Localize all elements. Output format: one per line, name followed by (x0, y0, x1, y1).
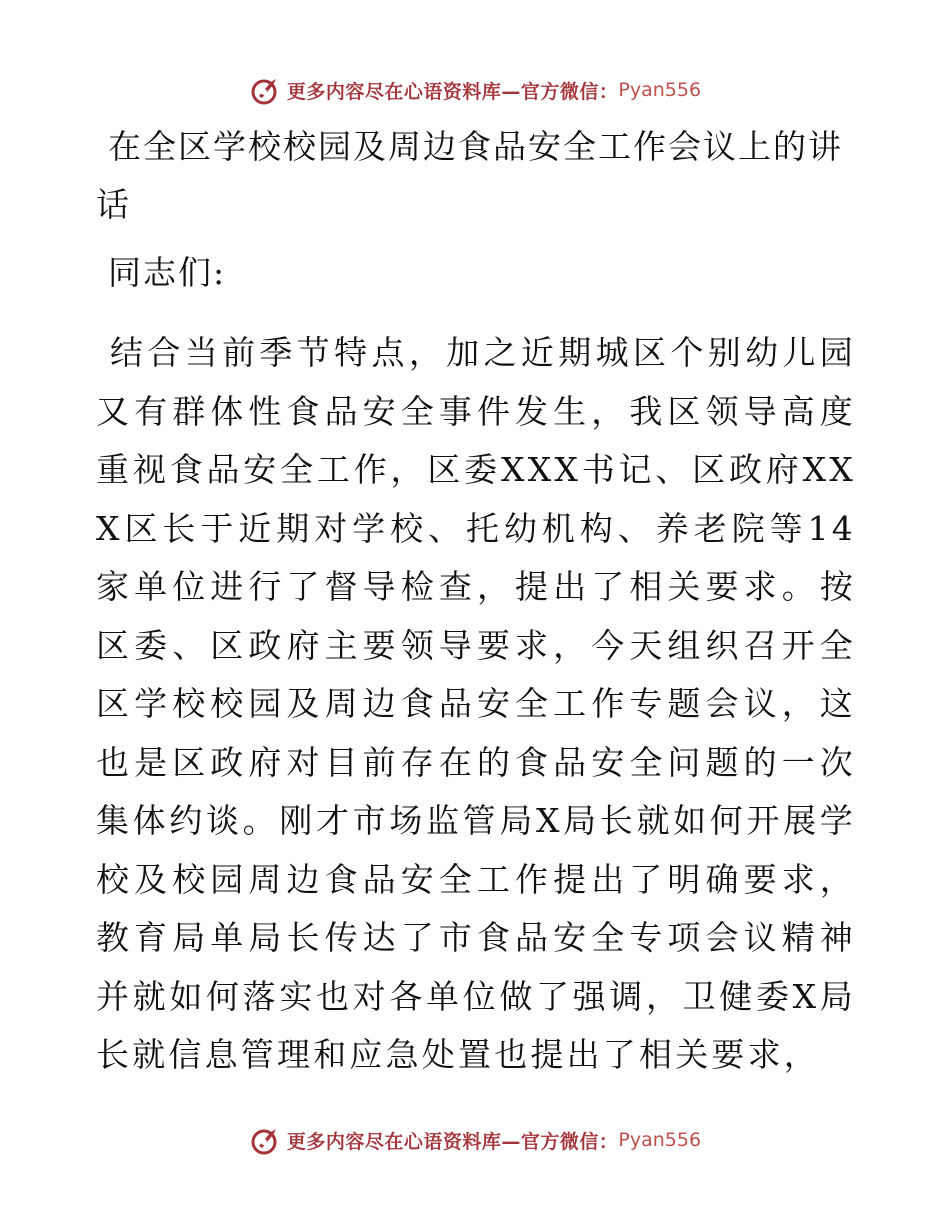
quill-logo-icon (249, 73, 283, 107)
document-title: 在全区学校校园及周边食品安全工作会议上的讲话 (96, 127, 843, 224)
watermark-text: 更多内容尽在心语资料库—官方微信： (286, 1130, 619, 1153)
salutation: 同志们: (108, 253, 227, 292)
watermark-handle: Pyan556 (618, 1129, 702, 1151)
watermark-handle: Pyan556 (618, 79, 702, 101)
footer-watermark (0, 1120, 950, 1160)
document-body (96, 118, 856, 1085)
watermark-text: 更多内容尽在心语资料库—官方微信： (286, 80, 619, 103)
quill-logo-icon (249, 1123, 283, 1157)
header-watermark (0, 70, 950, 110)
paragraph-1: 结合当前季节特点，加之近期城区个别幼儿园又有群体性食品安全事件发生，我区领导高度重视食品安全工作，区委XXX书记、区政府XXX区长于近期对学校、托幼机构、养老院等14家单位进行了督导检查，提出了相关要求。按区委、区政府主要领导要求，今天组织召开全区学校校园及周边食品安全工作专题会议，这也是区政府对目前存在的食品安全问题的一次集体约谈。刚才市场监管局X局长就如何开展学校及校园周边食品安全工作提出了明确要求，教育局单局长传达了市食品安全专项会议精神并就如何落实也对各单位做了强调，卫健委X局长就信息管理和应急处置也提出了相关要求， (96, 333, 856, 1074)
